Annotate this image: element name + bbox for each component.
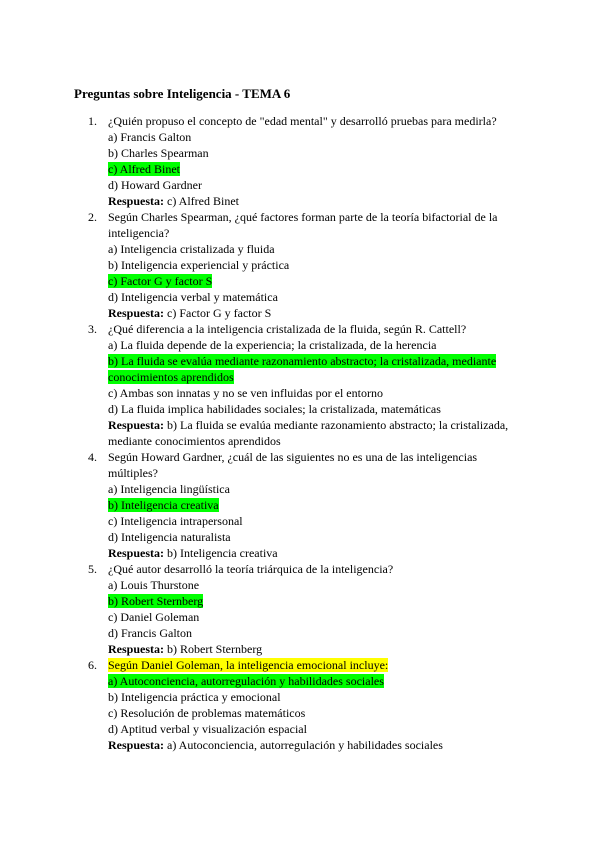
question-4 <box>88 449 528 561</box>
option-d: d) Francis Galton <box>108 626 192 640</box>
option-b: b) Inteligencia experiencial y práctica <box>108 258 290 272</box>
answer-text: b) La fluida se evalúa mediante razonamiento abstracto; la cristalizada, mediante conocimientos aprendidos <box>108 418 509 448</box>
option-b: b) Charles Spearman <box>108 146 209 160</box>
answer-label: Respuesta: <box>108 194 164 208</box>
question-body <box>108 321 528 449</box>
option-d: d) Inteligencia naturalista <box>108 530 231 544</box>
question-number: 1. <box>88 114 97 128</box>
answer-text: b) Inteligencia creativa <box>167 546 278 560</box>
question-number: 5. <box>88 562 97 576</box>
option-b-correct: b) Robert Sternberg <box>108 594 204 608</box>
answer-text: c) Alfred Binet <box>167 194 239 208</box>
answer-line <box>108 737 528 753</box>
answer-text: a) Autoconciencia, autorregulación y habilidades sociales <box>167 738 443 752</box>
answer-text: b) Robert Sternberg <box>167 642 263 656</box>
option-c: c) Resolución de problemas matemáticos <box>108 706 306 720</box>
answer-label: Respuesta: <box>108 418 164 432</box>
question-number: 2. <box>88 210 97 224</box>
question-body <box>108 561 528 657</box>
question-text: Según Daniel Goleman, la inteligencia emocional incluye: <box>108 658 389 672</box>
answer-line <box>108 305 528 321</box>
document-title: Preguntas sobre Inteligencia - TEMA 6 <box>74 86 291 101</box>
question-body <box>108 449 528 561</box>
answer-label: Respuesta: <box>108 738 164 752</box>
option-c-correct: c) Alfred Binet <box>108 162 180 176</box>
option-b-correct: b) Inteligencia creativa <box>108 498 219 512</box>
answer-line <box>108 641 528 657</box>
option-d: d) Aptitud verbal y visualización espacial <box>108 722 307 736</box>
question-1 <box>88 113 528 209</box>
option-a: a) Inteligencia lingüística <box>108 482 230 496</box>
answer-text: c) Factor G y factor S <box>167 306 272 320</box>
question-3 <box>88 321 528 449</box>
question-number: 4. <box>88 450 97 464</box>
question-body <box>108 113 528 209</box>
question-6 <box>88 657 528 753</box>
answer-line <box>108 417 528 449</box>
option-a: a) Louis Thurstone <box>108 578 200 592</box>
option-a-correct: a) Autoconciencia, autorregulación y habilidades sociales <box>108 674 384 688</box>
question-5 <box>88 561 528 657</box>
question-body <box>108 209 528 321</box>
option-d: d) La fluida implica habilidades sociales; la cristalizada, matemáticas <box>108 402 441 416</box>
option-d: d) Howard Gardner <box>108 178 202 192</box>
answer-label: Respuesta: <box>108 546 164 560</box>
option-c: c) Inteligencia intrapersonal <box>108 514 243 528</box>
question-list <box>88 113 528 753</box>
answer-line <box>108 545 528 561</box>
option-c: c) Ambas son innatas y no se ven influidas por el entorno <box>108 386 383 400</box>
option-b-correct: b) La fluida se evalúa mediante razonamiento abstracto; la cristalizada, mediante conocimientos aprendidos <box>108 354 497 384</box>
question-2 <box>88 209 528 321</box>
answer-line <box>108 193 528 209</box>
option-a: a) La fluida depende de la experiencia; la cristalizada, de la herencia <box>108 338 437 352</box>
question-text: Según Howard Gardner, ¿cuál de las siguientes no es una de las inteligencias múltiples? <box>108 450 478 480</box>
question-number: 3. <box>88 322 97 336</box>
question-text: ¿Qué autor desarrolló la teoría triárquica de la inteligencia? <box>108 562 394 576</box>
question-number: 6. <box>88 658 97 672</box>
answer-label: Respuesta: <box>108 642 164 656</box>
answer-label: Respuesta: <box>108 306 164 320</box>
question-text: Según Charles Spearman, ¿qué factores forman parte de la teoría bifactorial de la inteligencia? <box>108 210 498 240</box>
question-text: ¿Qué diferencia a la inteligencia cristalizada de la fluida, según R. Cattell? <box>108 322 467 336</box>
question-body <box>108 657 528 753</box>
question-text: ¿Quién propuso el concepto de "edad mental" y desarrolló pruebas para medirla? <box>108 114 497 128</box>
option-a: a) Francis Galton <box>108 130 192 144</box>
option-a: a) Inteligencia cristalizada y fluida <box>108 242 275 256</box>
option-c: c) Daniel Goleman <box>108 610 200 624</box>
option-b: b) Inteligencia práctica y emocional <box>108 690 281 704</box>
option-d: d) Inteligencia verbal y matemática <box>108 290 278 304</box>
option-c-correct: c) Factor G y factor S <box>108 274 213 288</box>
